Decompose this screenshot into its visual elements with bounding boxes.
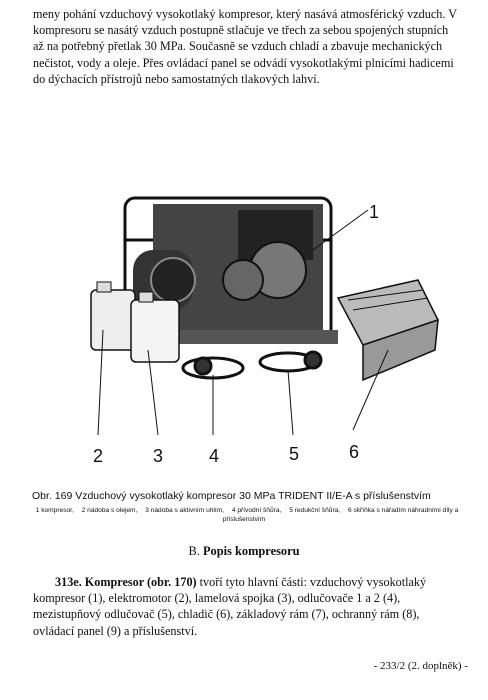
reduction-cable xyxy=(260,352,321,371)
section-title: Popis kompresoru xyxy=(202,544,300,558)
legend-item: 3 nádoba s aktivním uhlím, xyxy=(145,507,226,514)
paragraph-text: tvoří tyto hlavní části: vzduchový vysokotlaký kompresor (1), elektromotor (2), lamelová spojka (3), odlučovače 1 a 2 (4), mezistupňový odlučovač (5), chladič (6), základový rám (7), ochranný rám (8), ovládací panel (9) a příslušenství. xyxy=(33,575,427,638)
callout-2: 2 xyxy=(93,446,104,466)
callout-6: 6 xyxy=(349,442,360,462)
callout-5: 5 xyxy=(289,444,300,464)
figure-caption: Obr. 169 Vzduchový vysokotlaký kompresor 30 MPa TRIDENT II/E-A s příslušenstvím xyxy=(32,490,431,502)
paragraph-lead: 313e. Kompresor (obr. 170) xyxy=(55,575,197,589)
callout-3: 3 xyxy=(153,446,164,466)
page-number: - 233/2 (2. doplněk) - xyxy=(373,660,468,672)
figure-legend xyxy=(32,506,462,524)
oil-canister xyxy=(91,282,135,350)
callout-1: 1 xyxy=(369,202,380,222)
legend-item: 2 nádoba s olejem, xyxy=(81,507,140,514)
body-paragraph xyxy=(33,574,459,639)
legend-item: 6 skříňka s nářadím náhradními díly a příslušenstvím xyxy=(222,507,459,523)
compressor-photo xyxy=(63,180,443,486)
legend-item: 1 kompresor, xyxy=(35,507,76,514)
section-prefix: B. xyxy=(188,544,200,558)
section-heading xyxy=(0,544,488,559)
carbon-canister xyxy=(131,292,179,362)
toolbox xyxy=(338,280,438,380)
legend-item: 5 redukční šňůra, xyxy=(289,507,342,514)
legend-item: 4 přívodní šňůra, xyxy=(231,507,284,514)
intro-paragraph: meny pohání vzduchový vysokotlaký kompresor, který nasává atmosférický vzduch. V kompresoru se nasátý vzduch postupně stlačuje ve třech za sebou spojených stupních až na potřebný přetlak 30 MPa. Současně se vzduch chladí a zbavuje mechanických nečistot, vody a oleje. Přes ovládací panel se odvádí vysokotlakými plnicími hadicemi do dýchacích přístrojů nebo samostatných tlakových lahví. xyxy=(33,7,457,86)
callout-4: 4 xyxy=(209,446,220,466)
